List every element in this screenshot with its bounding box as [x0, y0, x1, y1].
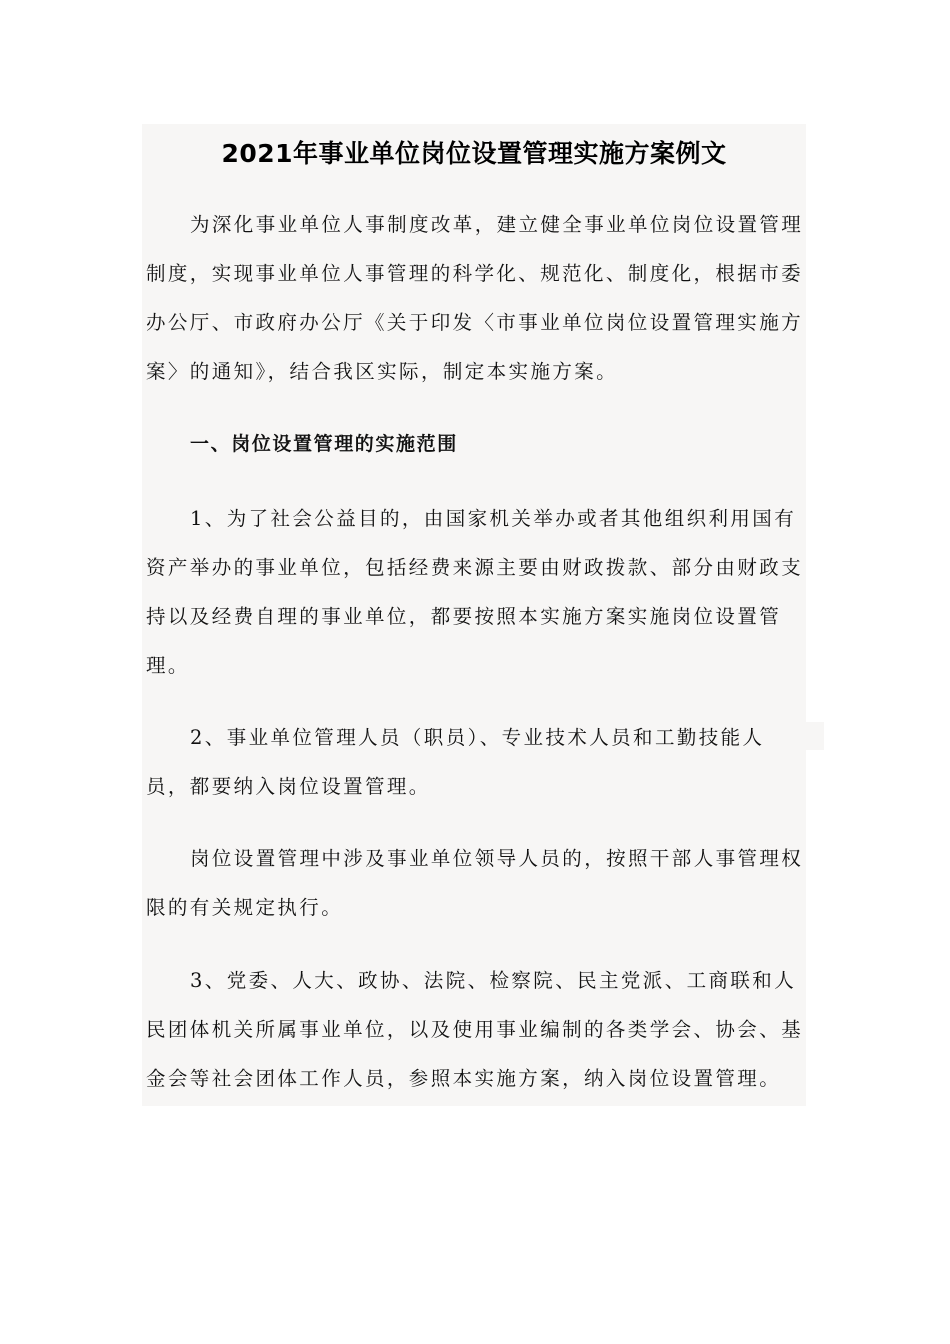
document-title: 2021年事业单位岗位设置管理实施方案例文: [221, 139, 727, 168]
document-highlight-edge: [806, 722, 824, 750]
item-2-paragraph: 2、事业单位管理人员（职员）、专业技术人员和工勤技能人员，都要纳入岗位设置管理。: [146, 726, 765, 798]
section-heading: 一、岗位设置管理的实施范围: [190, 433, 458, 455]
item-1-paragraph: 1、为了社会公益目的，由国家机关举办或者其他组织利用国有资产举办的事业单位，包括经费来源主要由财政拨款、部分由财政支持以及经费自理的事业单位，都要按照本实施方案实施岗位设置管理。: [146, 507, 804, 677]
intro-paragraph: 为深化事业单位人事制度改革，建立健全事业单位岗位设置管理制度，实现事业单位人事管理的科学化、规范化、制度化，根据市委办公厅、市政府办公厅《关于印发〈市事业单位岗位设置管理实施方案〉的通知》，结合我区实际，制定本实施方案。: [146, 213, 804, 383]
item-2-note-paragraph: 岗位设置管理中涉及事业单位领导人员的，按照干部人事管理权限的有关规定执行。: [146, 847, 804, 919]
item-3-paragraph: 3、党委、人大、政协、法院、检察院、民主党派、工商联和人民团体机关所属事业单位，以及使用事业编制的各类学会、协会、基金会等社会团体工作人员，参照本实施方案，纳入岗位设置管理。: [146, 969, 804, 1090]
